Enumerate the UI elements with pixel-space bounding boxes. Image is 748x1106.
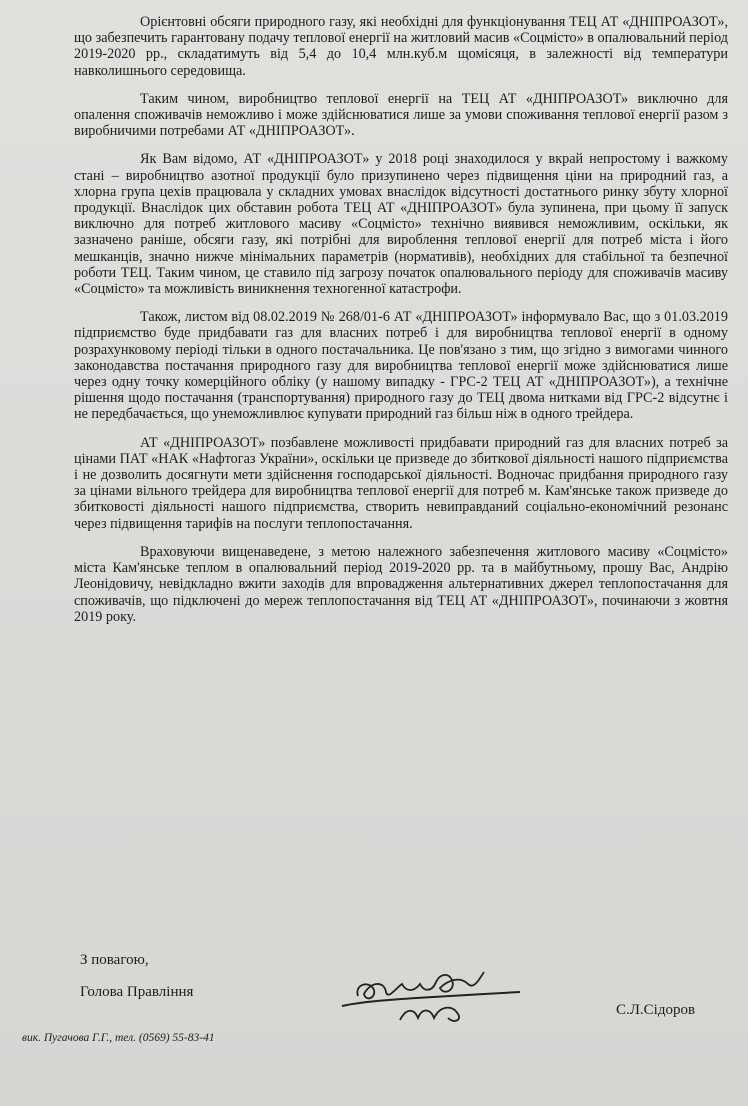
paragraph-heat-production: Таким чином, виробництво теплової енергії на ТЕЦ АТ «ДНІПРОАЗОТ» виключно для опалення споживачів неможливо і може здійснюватися лише за умови споживання теплової енергії разом з виробничими потребами АТ «ДНІПРОАЗОТ».	[74, 90, 728, 140]
paragraph-gas-volumes: Орієнтовні обсяги природного газу, які необхідні для функціонування ТЕЦ АТ «ДНІПРОАЗОТ», що забезпечить гарантовану подачу теплової енергії на житловий масив «Соцмісто» в опалювальний період 2019-2020 рр., складатимуть від 5,4 до 10,4 млн.куб.м щомісяця, в залежності від температури навколишнього середовища.	[74, 14, 728, 79]
closing-block	[80, 944, 193, 1008]
handwritten-signature	[336, 962, 526, 1026]
paragraph-2018-situation: Як Вам відомо, АТ «ДНІПРОАЗОТ» у 2018 році знаходилося у вкрай непростому і важкому стані – виробництво азотної продукції було призупинено через підвищення ціни на природний газ, а хлорна група цехів працювала у складних умовах внаслідок відсутності достатнього ринку збуту хлорної продукції. Внаслідок цих обставин робота ТЕЦ АТ «ДНІПРОАЗОТ» була зупинена, при цьому її запуск виключно для потреб житлового масиву «Соцмісто» технічно виявився неможливим, оскільки, як зазначено раніше, обсяги газу, які потрібні для вироблення теплової енергії для потреб міста і його мешканців, значно нижче мінімальних параметрів (нормативів), необхідних для стабільної та безпечної роботи ТЕЦ. Таким чином, це ставило під загрозу початок опалювального періоду для споживачів масиву «Соцмісто» та можливість виникнення техногенної катастрофи.	[74, 151, 728, 298]
signer-position: Голова Правління	[80, 984, 194, 1000]
signer-name: С.Л.Сідоров	[616, 1002, 696, 1018]
executor-contact: вик. Пугачова Г.Г., тел. (0569) 55-83-41	[22, 1032, 215, 1044]
paragraph-request: Враховуючи вищенаведене, з метою належного забезпечення житлового масиву «Соцмісто» міста Кам'янське теплом в опалювальний період 2019-2020 рр. та в майбутньому, прошу Вас, Андрію Леонідовичу, невідкладно вжити заходів для впровадження альтернативних джерел теплопостачання для споживачів, що підключені до мереж теплопостачання від ТЕЦ АТ «ДНІПРОАЗОТ», починаючи з жовтня 2019 року.	[74, 543, 728, 625]
paragraph-letter-reference: Також, листом від 08.02.2019 № 268/01-6 АТ «ДНІПРОАЗОТ» інформувало Вас, що з 01.03.2019 підприємство буде придбавати газ для власних потреб і для виробництва теплової енергії в одному розрахунковому періоді тільки в одного постачальника. Це пов'язано з тим, що згідно з вимогами чинного законодавства постачання природного газу для виробництва теплової енергії може здійснюватися лише через одну точку комерційного обліку (у нашому випадку - ГРС-2 ТЕЦ АТ «ДНІПРОАЗОТ»), а технічне рішення щодо постачання (транспортування) природного газу до ТЕЦ двома нитками від ГРС-2 відсутнє і не передбачається, що унеможливлює купувати природний газ більш ніж в одного трейдера.	[74, 309, 728, 423]
closing-regards: З повагою,	[80, 952, 149, 968]
paragraph-gas-prices: АТ «ДНІПРОАЗОТ» позбавлене можливості придбавати природний газ для власних потреб за цінами ПАТ «НАК «Нафтогаз України», оскільки це призведе до збиткової діяльності нашого підприємства і не дозволить досягнути мети здійснення господарської діяльності. Водночас придбання природного газу за цінами вільного трейдера для виробництва теплової енергії для потреб м. Кам'янське також призведе до збитковості діяльності нашого підприємства, створить невиправданий соціально-економічний резонанс через підвищення тарифів на послуги теплопостачання.	[74, 434, 728, 532]
letter-body	[74, 14, 728, 637]
